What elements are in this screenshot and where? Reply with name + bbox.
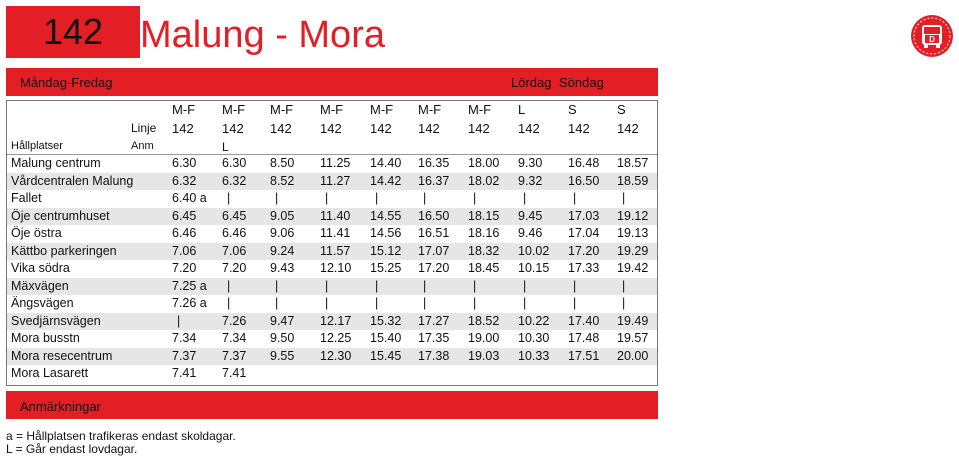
stop-name: Fallet (11, 191, 42, 205)
remarks-label: Anmärkningar (20, 399, 101, 414)
departure-time: 17.33 (568, 261, 600, 275)
stop-name: Vika södra (11, 261, 70, 275)
pass-through-marker: | (622, 296, 626, 310)
departure-time: 7.25 a (172, 278, 207, 293)
departure-time: 18.59 (617, 173, 649, 188)
departure-time: 18.32 (468, 243, 500, 258)
departure-time: 19.13 (617, 226, 649, 240)
pass-through-marker: | (622, 191, 626, 205)
pass-through-marker: | (325, 278, 329, 293)
departure-time: 7.26 (222, 313, 247, 328)
table-row (7, 173, 657, 191)
table-row (7, 278, 657, 296)
departure-time: 15.45 (370, 348, 402, 363)
pass-through-marker: | (325, 296, 329, 310)
departure-time: 19.29 (617, 243, 649, 258)
departure-time: 15.25 (370, 261, 402, 275)
departure-time: 9.05 (270, 208, 295, 223)
pass-through-marker: | (375, 191, 379, 205)
header-day-type: M-F (222, 102, 246, 117)
departure-time: 9.43 (270, 261, 295, 275)
header-remark: L (222, 140, 229, 154)
departure-time: 6.46 (222, 226, 247, 240)
departure-time: 16.35 (418, 156, 450, 170)
timetable (6, 100, 658, 386)
pass-through-marker: | (573, 278, 577, 293)
header-line-number: 142 (518, 121, 540, 136)
departure-time: 7.34 (222, 331, 247, 345)
pass-through-marker: | (227, 278, 231, 293)
departure-time: 9.32 (518, 173, 543, 188)
departure-time: 7.41 (222, 366, 247, 380)
departure-time: 18.57 (617, 156, 649, 170)
departure-time: 9.24 (270, 243, 295, 258)
departure-time: 17.07 (418, 243, 450, 258)
pass-through-marker: | (622, 278, 626, 293)
departure-time: 17.35 (418, 331, 450, 345)
stop-name: Öje centrumhuset (11, 208, 110, 223)
anm-label: Anm (131, 140, 154, 152)
remarks-bar (6, 391, 658, 419)
departure-time: 6.32 (222, 173, 247, 188)
header-divider (7, 154, 657, 155)
stop-name: Vårdcentralen Malung (11, 173, 134, 188)
departure-time: 9.06 (270, 226, 295, 240)
header-line-number: 142 (270, 121, 292, 136)
departure-time: 7.06 (172, 243, 197, 258)
departure-time: 19.12 (617, 208, 649, 223)
header-line-number: 142 (320, 121, 342, 136)
departure-time: 7.41 (172, 366, 197, 380)
header-line-number: 142 (418, 121, 440, 136)
departure-time: 17.20 (418, 261, 450, 275)
stop-name: Mora resecentrum (11, 348, 113, 363)
departure-time: 8.50 (270, 156, 295, 170)
departure-time: 17.38 (418, 348, 450, 363)
weekday-label: Måndag-Fredag (20, 75, 113, 90)
departure-time: 6.32 (172, 173, 197, 188)
departure-time: 20.00 (617, 348, 649, 363)
route-title: Malung - Mora (140, 14, 385, 56)
departure-time: 14.55 (370, 208, 402, 223)
departure-time: 11.57 (320, 243, 351, 258)
stop-name: Öje östra (11, 226, 62, 240)
departure-time: 7.26 a (172, 296, 207, 310)
table-row (7, 330, 657, 348)
departure-time: 14.56 (370, 226, 402, 240)
departure-time: 12.17 (320, 313, 352, 328)
departure-time: 12.10 (320, 261, 352, 275)
note-a: a = Hållplatsen trafikeras endast skoldagar. (6, 429, 236, 443)
departure-time: 17.27 (418, 313, 450, 328)
departure-time: 12.30 (320, 348, 352, 363)
table-row (7, 313, 657, 331)
departure-time: 14.40 (370, 156, 402, 170)
pass-through-marker: | (275, 296, 279, 310)
departure-time: 6.46 (172, 226, 197, 240)
table-row (7, 295, 657, 313)
departure-time: 15.32 (370, 313, 402, 328)
header-day-type: S (568, 102, 577, 117)
pass-through-marker: | (523, 191, 527, 205)
pass-through-marker: | (275, 278, 279, 293)
pass-through-marker: | (375, 278, 379, 293)
departure-time: 10.33 (518, 348, 550, 363)
table-row (7, 243, 657, 261)
departure-time: 17.48 (568, 331, 600, 345)
departure-time: 19.57 (617, 331, 649, 345)
departure-time: 14.42 (370, 173, 402, 188)
header-day-type: M-F (418, 102, 442, 117)
departure-time: 10.30 (518, 331, 550, 345)
departure-time: 10.02 (518, 243, 550, 258)
departure-time: 7.06 (222, 243, 247, 258)
departure-time: 18.52 (468, 313, 500, 328)
departure-time: 16.48 (568, 156, 600, 170)
departure-time: 6.30 (222, 156, 247, 170)
header-day-type: M-F (320, 102, 344, 117)
hallplatser-label: Hållplatser (11, 140, 63, 152)
pass-through-marker: | (473, 191, 477, 205)
header-day-type: M-F (270, 102, 294, 117)
departure-time: 16.51 (418, 226, 450, 240)
departure-time: 16.50 (418, 208, 450, 223)
pass-through-marker: | (423, 296, 427, 310)
departure-time: 19.03 (468, 348, 500, 363)
departure-time: 16.37 (418, 173, 450, 188)
departure-time: 19.49 (617, 313, 649, 328)
header-line-number: 142 (370, 121, 392, 136)
pass-through-marker: | (227, 191, 231, 205)
departure-time: 15.40 (370, 331, 402, 345)
day-header-bar (6, 68, 658, 96)
stop-name: Mora busstn (11, 331, 80, 345)
header-line-number: 142 (468, 121, 490, 136)
pass-through-marker: | (423, 278, 427, 293)
departure-time: 10.15 (518, 261, 550, 275)
pass-through-marker: | (473, 296, 477, 310)
departure-time: 7.20 (172, 261, 197, 275)
pass-through-marker: | (573, 296, 577, 310)
departure-time: 6.40 a (172, 191, 207, 205)
pass-through-marker: | (423, 191, 427, 205)
stop-name: Kättbo parkeringen (11, 243, 117, 258)
pass-through-marker: | (573, 191, 577, 205)
table-row (7, 208, 657, 226)
departure-time: 7.34 (172, 331, 197, 345)
departure-time: 10.22 (518, 313, 550, 328)
departure-time: 18.15 (468, 208, 500, 223)
departure-time: 12.25 (320, 331, 352, 345)
stop-name: Svedjärnsvägen (11, 313, 101, 328)
sunday-label: Söndag (559, 75, 604, 90)
departure-time: 11.27 (320, 173, 351, 188)
departure-time: 17.51 (568, 348, 600, 363)
departure-time: 9.50 (270, 331, 295, 345)
departure-time: 6.45 (172, 208, 197, 223)
departure-time: 16.50 (568, 173, 600, 188)
departure-time: 18.00 (468, 156, 500, 170)
departure-time: 18.45 (468, 261, 500, 275)
departure-time: 7.37 (222, 348, 247, 363)
table-row (7, 190, 657, 208)
pass-through-marker: | (375, 296, 379, 310)
notes (6, 430, 236, 456)
pass-through-marker: | (523, 296, 527, 310)
departure-time: 9.45 (518, 208, 543, 223)
header-line-number: 142 (172, 121, 194, 136)
stop-name: Malung centrum (11, 156, 101, 170)
pass-through-marker: | (177, 313, 181, 328)
table-row (7, 155, 657, 173)
departure-time: 17.03 (568, 208, 600, 223)
note-l: L = Går endast lovdagar. (6, 442, 138, 456)
pass-through-marker: | (523, 278, 527, 293)
header-day-type: L (518, 102, 526, 117)
header-line-number: 142 (222, 121, 244, 136)
pass-through-marker: | (227, 296, 231, 310)
departure-time: 17.04 (568, 226, 600, 240)
stop-name: Mäxvägen (11, 278, 69, 293)
header-line-number: 142 (617, 121, 639, 136)
departure-time: 19.42 (617, 261, 649, 275)
table-row (7, 225, 657, 243)
departure-time: 9.30 (518, 156, 543, 170)
departure-time: 6.30 (172, 156, 197, 170)
route-number: 142 (42, 11, 104, 52)
pass-through-marker: | (473, 278, 477, 293)
departure-time: 7.37 (172, 348, 197, 363)
header-line-number: 142 (568, 121, 590, 136)
table-row (7, 348, 657, 366)
table-row (7, 260, 657, 278)
departure-time: 7.20 (222, 261, 247, 275)
departure-time: 11.40 (320, 208, 351, 223)
departure-time: 9.46 (518, 226, 543, 240)
departure-time: 19.00 (468, 331, 500, 345)
pass-through-marker: | (325, 191, 329, 205)
departure-time: 15.12 (370, 243, 402, 258)
header-day-type: M-F (468, 102, 492, 117)
svg-text:D: D (929, 35, 935, 44)
stop-name: Mora Lasarett (11, 366, 89, 380)
departure-time: 17.20 (568, 243, 600, 258)
departure-time: 9.47 (270, 313, 295, 328)
departure-time: 17.40 (568, 313, 600, 328)
departure-time: 11.25 (320, 156, 351, 170)
header-day-type: S (617, 102, 626, 117)
departure-time: 9.55 (270, 348, 295, 363)
departure-time: 18.02 (468, 173, 500, 188)
route-number-badge (6, 6, 140, 58)
linje-label: Linje (131, 121, 157, 135)
pass-through-marker: | (275, 191, 279, 205)
departure-time: 18.16 (468, 226, 500, 240)
table-row (7, 365, 657, 383)
departure-time: 8.52 (270, 173, 295, 188)
bus-logo-icon (910, 14, 954, 58)
saturday-label: Lördag (511, 75, 552, 90)
header-day-type: M-F (172, 102, 196, 117)
header-day-type: M-F (370, 102, 394, 117)
departure-time: 6.45 (222, 208, 247, 223)
stop-name: Ängsvägen (11, 296, 74, 310)
departure-time: 11.41 (320, 226, 351, 240)
